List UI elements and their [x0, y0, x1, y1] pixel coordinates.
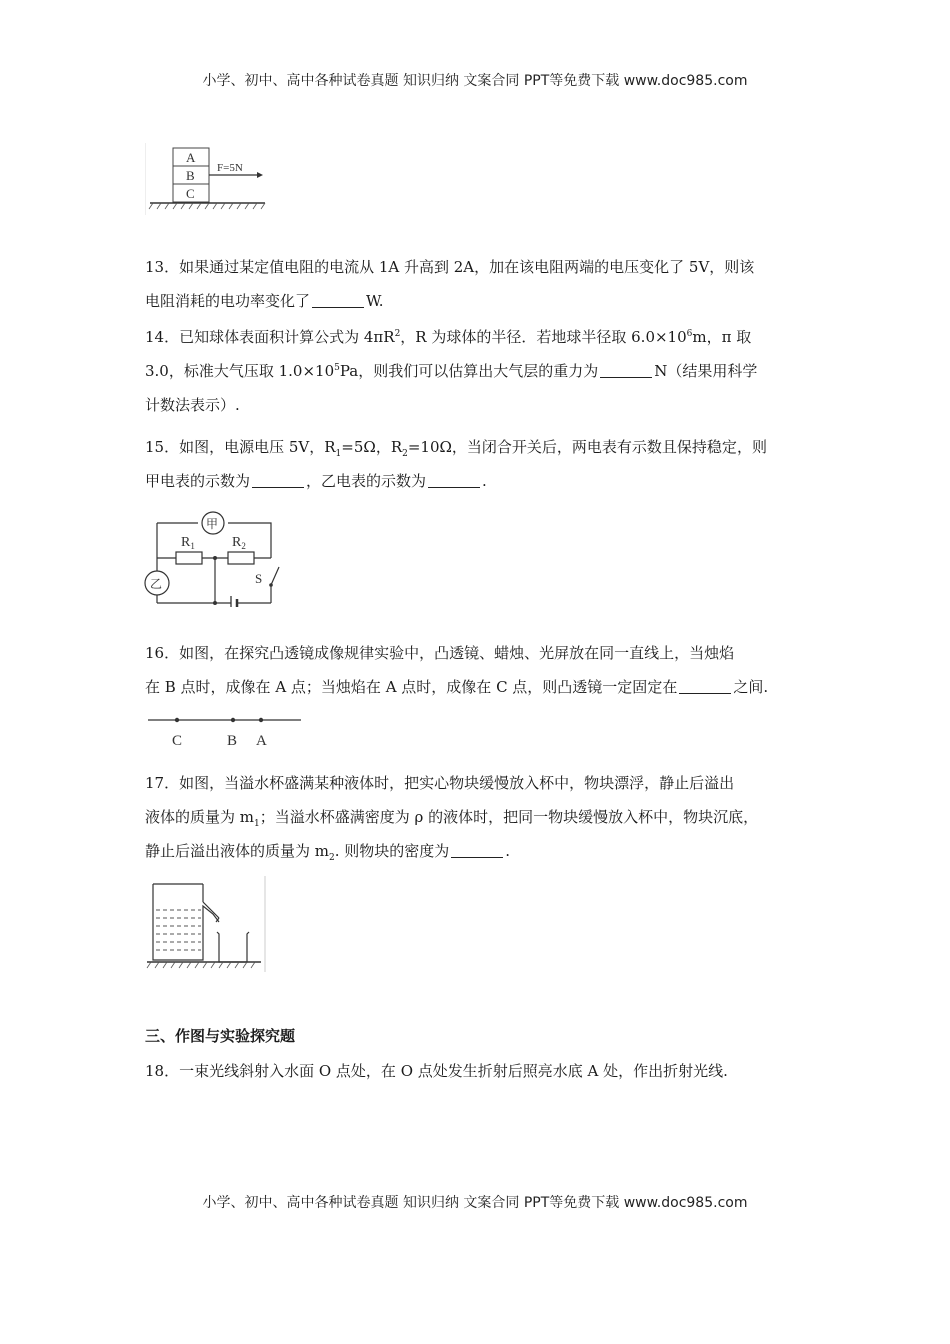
q14-line2: 3.0，标准大气压取 $1.0\times 10^5Pa$，则我们可以估算出大气层的重力为 N（结果用科学	[145, 362, 758, 380]
block-c-label: C	[186, 186, 195, 201]
circuit-figure	[143, 503, 283, 607]
q13-line2: 电阻消耗的电功率变化了 W.	[145, 292, 384, 310]
points-line-figure	[143, 710, 305, 750]
answer-blank	[451, 841, 503, 858]
question-16	[145, 636, 815, 704]
resistor-r2	[228, 552, 254, 564]
q17-line2: 液体的质量为 $m_1$；当溢水杯盛满密度为 ρ 的液体时，把同一物块缓慢放入杯中，物块沉底，	[145, 808, 759, 829]
point-a	[259, 718, 263, 722]
q16-line1: 16．如图，在探究凸透镜成像规律实验中，凸透镜、蜡烛、光屏放在同一直线上，当烛焰	[145, 644, 735, 662]
block-b-label: B	[186, 168, 195, 183]
force-label: F=5N	[217, 162, 243, 174]
question-15	[145, 430, 815, 498]
point-b-label: B	[227, 733, 238, 749]
answer-blank	[252, 471, 304, 488]
q15-line2: 甲电表的示数为 ，乙电表的示数为 .	[145, 472, 487, 490]
beaker	[217, 932, 249, 962]
block-a-label: A	[186, 150, 196, 165]
liquid	[156, 910, 201, 950]
question-17	[145, 766, 815, 868]
page-footer: 小学、初中、高中各种试卷真题 知识归纳 文案合同 PPT等免费下载 www.doc985.com	[202, 1195, 748, 1211]
meter-yi-label: 乙	[150, 577, 163, 591]
r1-label: $R_1$	[181, 535, 195, 551]
q17-line1: 17．如图，当溢水杯盛满某种液体时，把实心物块缓慢放入杯中，物块漂浮，静止后溢出	[145, 774, 735, 792]
q18-text: 18．一束光线斜射入水面 O 点处，在 O 点处发生折射后照亮水底 A 处，作出折射光线.	[145, 1062, 728, 1080]
q14-line1: 14．已知球体表面积计算公式为 $4\pi R^2$，R 为球体的半径．若地球半径取 $6.0\times 10^6m$，π 取	[145, 328, 752, 346]
q16-line2: 在 B 点时，成像在 A 点；当烛焰在 A 点时，成像在 C 点，则凸透镜一定固定在 之间.	[145, 678, 769, 696]
point-c	[175, 718, 179, 722]
answer-blank	[679, 677, 731, 694]
answer-blank	[312, 291, 364, 308]
point-b	[231, 718, 235, 722]
meter-jia-label: 甲	[206, 517, 219, 531]
switch-label: S	[255, 571, 263, 586]
switch-s	[271, 567, 279, 585]
point-c-label: C	[172, 733, 183, 749]
overflow-cup-figure	[143, 876, 268, 974]
q17-line3: 静止后溢出液体的质量为 $m_2$. 则物块的密度为 .	[145, 842, 511, 863]
question-13	[145, 250, 815, 318]
answer-blank	[428, 471, 480, 488]
blocks-figure	[145, 143, 270, 215]
q15-line1: 15．如图，电源电压 5V，$R_1=5\Omega$，$R_2=10\Omega$，当闭合开关后，两电表有示数且保持稳定，则	[145, 438, 767, 459]
resistor-r1	[176, 552, 202, 564]
r2-label: $R_2$	[232, 535, 246, 551]
q13-line1: 13．如果通过某定值电阻的电流从 1A 升高到 2A，加在该电阻两端的电压变化了 5V，则该	[145, 258, 755, 276]
answer-blank	[600, 361, 652, 378]
question-18	[145, 1054, 815, 1088]
question-14	[145, 320, 815, 422]
section-3-title: 三、作图与实验探究题	[145, 1027, 296, 1045]
q14-line3: 计数法表示）.	[145, 396, 240, 414]
page-header: 小学、初中、高中各种试卷真题 知识归纳 文案合同 PPT等免费下载 www.doc985.com	[202, 73, 748, 89]
point-a-label: A	[256, 733, 267, 749]
